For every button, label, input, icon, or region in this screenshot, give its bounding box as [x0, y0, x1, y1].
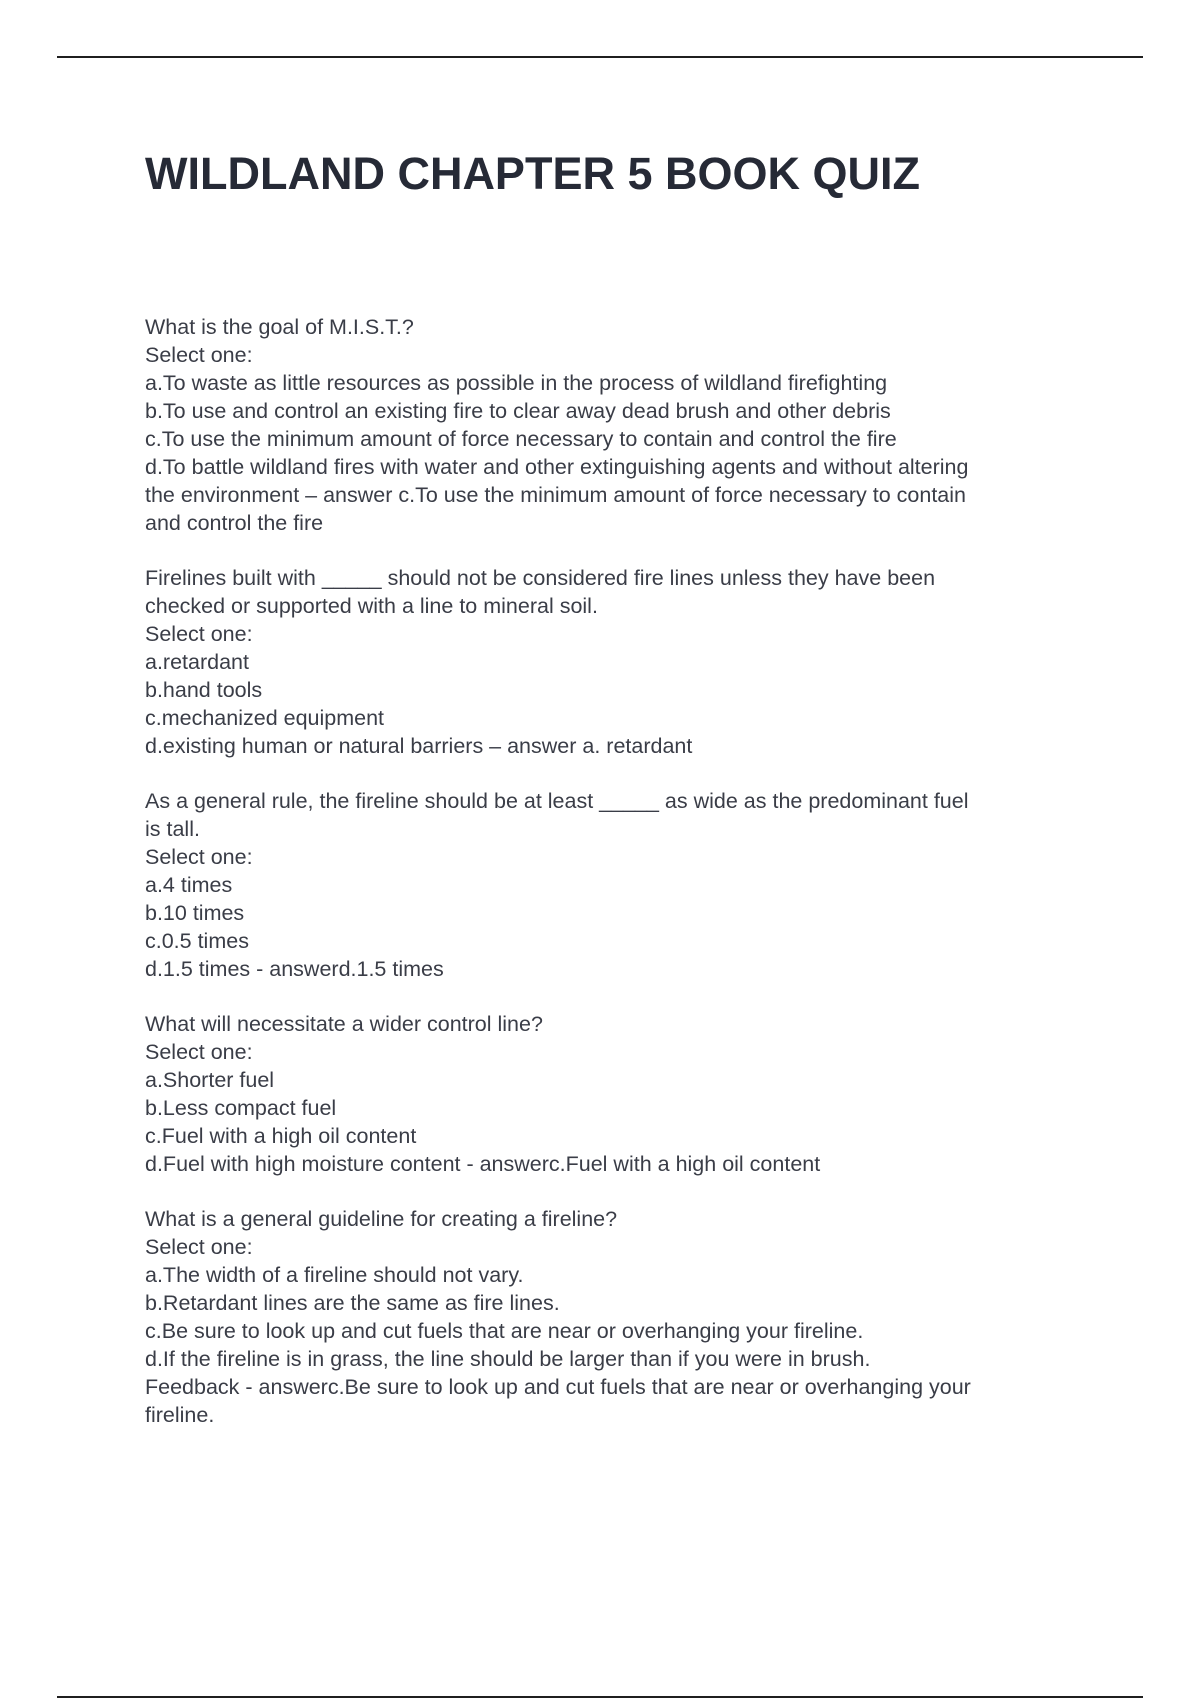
question-text: What is a general guideline for creating a fireline? — [145, 1207, 618, 1231]
question-text: Firelines built with _____ should not be considered fire lines unless they have been — [145, 566, 936, 590]
question-block — [145, 1205, 1080, 1429]
option-d: d.To battle wildland fires with water and other extinguishing agents and without altering — [145, 455, 969, 479]
option-b: b.Less compact fuel — [145, 1096, 337, 1120]
question-block — [145, 787, 1080, 983]
option-d: d.1.5 times - answerd.1.5 times — [145, 957, 444, 981]
option-d: d.If the fireline is in grass, the line should be larger than if you were in brush. — [145, 1347, 871, 1371]
answer-text: the environment – answer c.To use the minimum amount of force necessary to contain — [145, 483, 966, 507]
option-d: d.existing human or natural barriers – answer a. retardant — [145, 734, 693, 758]
option-c: c.0.5 times — [145, 929, 249, 953]
answer-text: Feedback - answerc.Be sure to look up and cut fuels that are near or overhanging your — [145, 1375, 971, 1399]
option-a: a.The width of a fireline should not vary. — [145, 1263, 524, 1287]
select-one-label: Select one: — [145, 845, 253, 869]
option-b: b.hand tools — [145, 678, 263, 702]
option-c: c.Be sure to look up and cut fuels that are near or overhanging your fireline. — [145, 1319, 864, 1343]
bottom-divider — [57, 1696, 1143, 1698]
question-block — [145, 1010, 1080, 1178]
select-one-label: Select one: — [145, 1040, 253, 1064]
select-one-label: Select one: — [145, 622, 253, 646]
question-text: checked or supported with a line to mineral soil. — [145, 594, 598, 618]
select-one-label: Select one: — [145, 343, 253, 367]
question-text: What will necessitate a wider control line? — [145, 1012, 543, 1036]
option-b: b.To use and control an existing fire to clear away dead brush and other debris — [145, 399, 891, 423]
top-divider — [57, 56, 1143, 58]
option-a: a.To waste as little resources as possible in the process of wildland firefighting — [145, 371, 888, 395]
select-one-label: Select one: — [145, 1235, 253, 1259]
option-c: c.Fuel with a high oil content — [145, 1124, 417, 1148]
quiz-content — [145, 313, 1080, 1456]
question-block — [145, 564, 1080, 760]
option-d: d.Fuel with high moisture content - answerc.Fuel with a high oil content — [145, 1152, 821, 1176]
option-c: c.To use the minimum amount of force necessary to contain and control the fire — [145, 427, 897, 451]
answer-text: fireline. — [145, 1403, 215, 1427]
option-c: c.mechanized equipment — [145, 706, 385, 730]
option-b: b.10 times — [145, 901, 245, 925]
answer-text: and control the fire — [145, 511, 324, 535]
question-text: What is the goal of M.I.S.T.? — [145, 315, 414, 339]
option-a: a.4 times — [145, 873, 233, 897]
page-title: WILDLAND CHAPTER 5 BOOK QUIZ — [145, 148, 920, 199]
question-block — [145, 313, 1080, 537]
option-a: a.retardant — [145, 650, 249, 674]
option-a: a.Shorter fuel — [145, 1068, 275, 1092]
question-text: is tall. — [145, 817, 200, 841]
question-text: As a general rule, the fireline should be at least _____ as wide as the predominant fuel — [145, 789, 969, 813]
option-b: b.Retardant lines are the same as fire lines. — [145, 1291, 560, 1315]
